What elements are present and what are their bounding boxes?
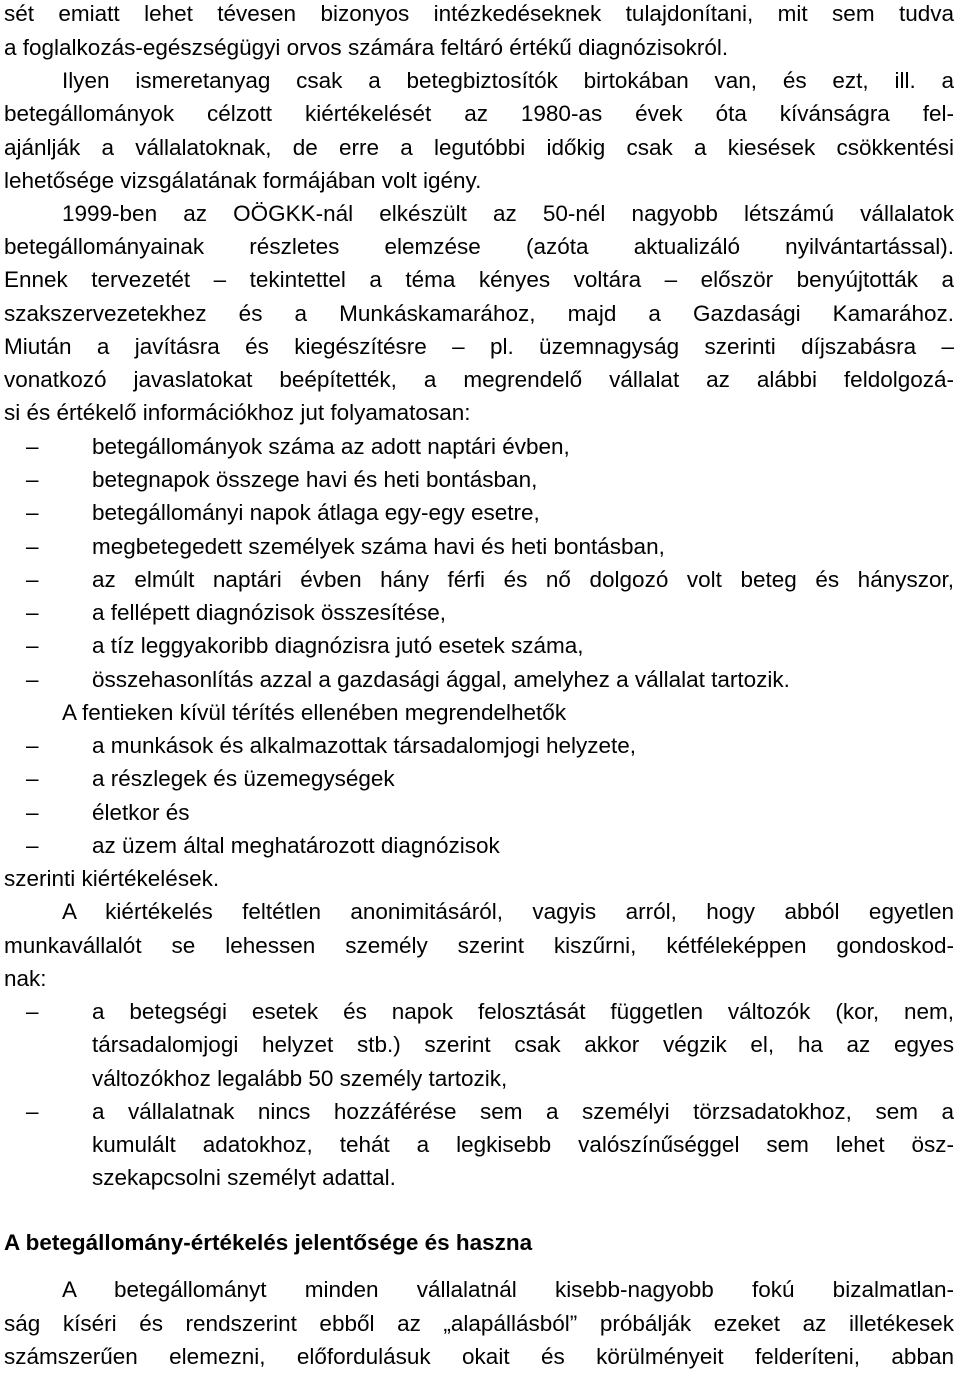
dash-bullet: –	[26, 733, 39, 758]
text-line: szerinti kiértékelések.	[4, 866, 220, 891]
text-line: szakszervezetekhez és a Munkáskamarához, majd a Gazdasági Kamarához.	[4, 301, 954, 326]
list-item-text: életkor és	[92, 800, 190, 825]
text-line: A kiértékelés feltétlen anonimitásáról, vagyis arról, hogy abból egyetlen	[62, 899, 954, 924]
dash-bullet: –	[26, 534, 39, 559]
list-item-text: a betegségi esetek és napok felosztását független változók (kor, nem,	[92, 999, 954, 1024]
text-line: betegállományainak részletes elemzése (azóta aktualizáló nyilvántartással).	[4, 234, 954, 259]
list-item-text: az üzem által meghatározott diagnózisok	[92, 833, 500, 858]
dash-bullet: –	[26, 500, 39, 525]
text-line: Ennek tervezetét – tekintettel a téma kényes voltára – először benyújtották a	[4, 267, 954, 292]
list-item-text: a fellépett diagnózisok összesítése,	[92, 600, 446, 625]
text-line: 1999-ben az OÖGKK-nál elkészült az 50-nél nagyobb létszámú vállalatok	[62, 201, 954, 226]
dash-bullet: –	[26, 667, 39, 692]
section-heading: A betegállomány-értékelés jelentősége és haszna	[4, 1230, 533, 1255]
list-item-text: szekapcsolni személyt adattal.	[92, 1165, 396, 1190]
text-line: si és értékelő információkhoz jut folyamatosan:	[4, 400, 471, 425]
text-line: számszerűen elemezni, előfordulásuk okait és körülményeit felderíteni, abban	[4, 1344, 954, 1369]
list-item-text: megbetegedett személyek száma havi és heti bontásban,	[92, 534, 665, 559]
text-line: nak:	[4, 966, 47, 991]
list-item-text: kumulált adatokhoz, tehát a legkisebb valószínűséggel sem lehet ösz-	[92, 1132, 954, 1157]
list-item-text: a részlegek és üzemegységek	[92, 766, 395, 791]
list-item-text: betegállományok száma az adott naptári évben,	[92, 434, 570, 459]
list-item-text: a munkások és alkalmazottak társadalomjogi helyzete,	[92, 733, 637, 758]
dash-bullet: –	[26, 434, 39, 459]
text-line: Ilyen ismeretanyag csak a betegbiztosítók birtokában van, és ezt, ill. a	[62, 68, 954, 93]
text-line: ság kíséri és rendszerint ebből az „alapállásból” próbálják ezeket az illetékesek	[4, 1311, 954, 1336]
text-line: A fentieken kívül térítés ellenében megrendelhetők	[62, 700, 567, 725]
dash-bullet: –	[26, 1099, 39, 1124]
text-line: betegállományok célzott kiértékelését az 1980-as évek óta kívánságra fel-	[4, 101, 954, 126]
list-item-text: társadalomjogi helyzet stb.) szerint csak akkor végzik el, ha az egyes	[92, 1032, 954, 1057]
list-item-text: betegnapok összege havi és heti bontásban,	[92, 467, 538, 492]
dash-bullet: –	[26, 800, 39, 825]
list-item-text: a vállalatnak nincs hozzáférése sem a személyi törzsadatokhoz, sem a	[92, 1099, 954, 1124]
text-line: A betegállományt minden vállalatnál kisebb-nagyobb fokú bizalmatlan-	[62, 1277, 954, 1302]
dash-bullet: –	[26, 833, 39, 858]
text-line: a foglalkozás-egészségügyi orvos számára feltáró értékű diagnózisokról.	[4, 35, 729, 60]
dash-bullet: –	[26, 467, 39, 492]
dash-bullet: –	[26, 600, 39, 625]
text-line: lehetősége vizsgálatának formájában volt igény.	[4, 168, 482, 193]
text-line: sét emiatt lehet tévesen bizonyos intézkedéseknek tulajdonítani, mit sem tudva	[4, 1, 954, 26]
text-line: munkavállalót se lehessen személy szerint kiszűrni, kétféleképpen gondoskod-	[4, 933, 954, 958]
dash-bullet: –	[26, 567, 39, 592]
dash-bullet: –	[26, 766, 39, 791]
dash-bullet: –	[26, 999, 39, 1024]
dash-bullet: –	[26, 633, 39, 658]
text-line: vonatkozó javaslatokat beépítették, a megrendelő vállalat az alábbi feldolgozá-	[4, 367, 954, 392]
list-item-text: az elmúlt naptári évben hány férfi és nő dolgozó volt beteg és hányszor,	[92, 567, 954, 592]
text-line: Miután a javításra és kiegészítésre – pl. üzemnagyság szerinti díjszabásra –	[4, 334, 954, 359]
list-item-text: betegállományi napok átlaga egy-egy esetre,	[92, 500, 540, 525]
list-item-text: változókhoz legalább 50 személy tartozik,	[92, 1066, 508, 1091]
text-line: ajánlják a vállalatoknak, de erre a legutóbbi időkig csak a kiesések csökkentési	[4, 135, 954, 160]
list-item-text: a tíz leggyakoribb diagnózisra jutó esetek száma,	[92, 633, 584, 658]
list-item-text: összehasonlítás azzal a gazdasági ággal, amelyhez a vállalat tartozik.	[92, 667, 790, 692]
